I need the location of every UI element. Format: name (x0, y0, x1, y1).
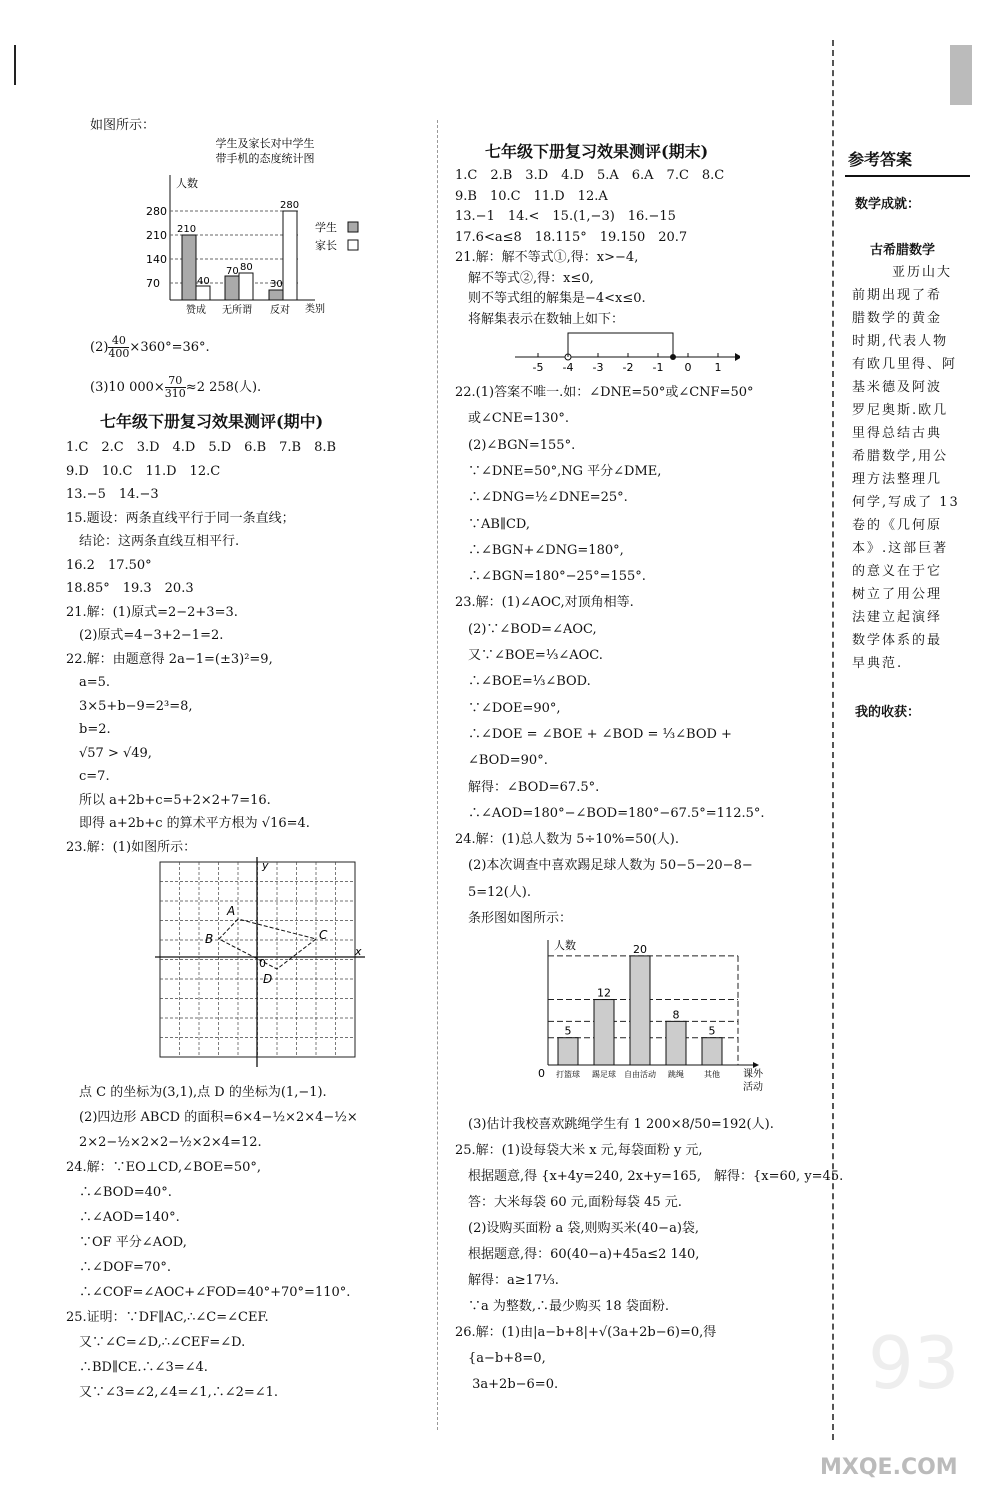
chart1-ytick: 140 (146, 253, 167, 266)
side-body-line: 时期,代表人物 (852, 334, 949, 349)
answer-line: 13.−5 14.−3 (66, 487, 159, 502)
side-sub: 古希腊数学 (870, 243, 936, 258)
answer-l3: (3)10 000× $\frac{70}{310}$ ≈2 258(人). (90, 374, 262, 401)
answer-line: 根据题意,得：60(40−a)+45a≤2 140, (455, 1247, 700, 1262)
bar-value: 80 (240, 262, 253, 273)
answer-line: 26.解：(1)由|a−b+8|+√(3a+2b−6)=0,得 (455, 1325, 717, 1340)
category-label: 其他 (704, 1070, 720, 1079)
bar-student-oppose (269, 290, 283, 300)
bar-value: 280 (280, 200, 300, 211)
bar-parent-neutral (239, 273, 253, 300)
left-margin-mark (14, 45, 16, 85)
answer-line: 则不等式组的解集是−4<x≤0. (455, 291, 646, 306)
answer-line: 答：大米每袋 60 元,面粉每袋 45 元. (455, 1195, 682, 1210)
answer-line: 条形图如图所示： (455, 911, 573, 926)
chart1-ytick: 210 (146, 229, 167, 242)
side-body-line: 希腊数学,用公 (852, 449, 949, 464)
answer-line: ∵a 为整数,∴最少购买 18 袋面粉. (455, 1299, 669, 1314)
bar-parent-agree (196, 286, 210, 300)
answer-line: 18.85° 19.3 20.3 (66, 581, 194, 596)
label-D: D (263, 972, 273, 986)
answer-line: ∴BD∥CE.∴∠3=∠4. (66, 1360, 208, 1375)
page-number: 93 (868, 1321, 960, 1405)
answer-line: b=2. (66, 722, 111, 737)
side-divider (832, 40, 834, 1440)
answer-line: 22.解：由题意得 2a−1=(±3)²=9, (66, 651, 273, 667)
answer-line: ∴∠BOE=⅓∠BOD. (455, 674, 591, 690)
bar-value: 40 (197, 276, 210, 287)
side-body-line: 里得总结古典 (852, 426, 943, 441)
answer-line: ∴∠BGN+∠DNG=180°, (455, 542, 624, 558)
final-title: 七年级下册复习效果测评(期末) (485, 142, 709, 161)
answer-line: ∴∠AOD=140°. (66, 1210, 180, 1225)
side-body-line: 数学体系的最 (852, 633, 943, 648)
chart1-xlabel: 类别 (305, 304, 325, 315)
chart2-xlabel: 活动 (743, 1082, 763, 1093)
answer-line: 1.C 2.B 3.D 4.D 5.A 6.A 7.C 8.C (455, 168, 725, 183)
answer-line: 17.6<a≤8 18.115° 19.150 20.7 (455, 229, 688, 245)
coordinate-grid-figure (155, 857, 365, 1067)
answer-line: 解不等式②,得：x≤0, (455, 270, 594, 286)
answer-line: ∴∠BGN=180°−25°=155°. (455, 569, 646, 585)
answer-line: 根据题意,得 {x+4y=240, 2x+y=165, 解得：{x=60, y=45. (455, 1169, 844, 1184)
side-header-rule (845, 175, 970, 177)
answer-line: (2)本次调查中喜欢踢足球人数为 50−5−20−8− (455, 858, 753, 874)
side-header: 参考答案 (848, 150, 913, 169)
answer-line: 又∵∠BOE=⅓∠AOC. (455, 648, 603, 663)
answer-line: 又∵∠3=∠2,∠4=∠1,∴∠2=∠1. (66, 1385, 279, 1400)
numline-label: -5 (532, 361, 544, 374)
side-body-line: 理方法整理几 (852, 472, 943, 487)
side-section: 数学成就： (855, 197, 921, 212)
answer-line: 解得：∠BOD=67.5°. (455, 779, 600, 795)
chart1-title-line2: 带手机的态度统计图 (215, 152, 315, 165)
answer-line: (2)设购买面粉 a 袋,则购买米(40−a)袋, (455, 1221, 700, 1236)
answer-line: 15.题设：两条直线平行于同一条直线； (66, 510, 295, 526)
legend-parent-label: 家长 (315, 239, 337, 252)
chart1-category: 赞成 (186, 305, 206, 315)
numline-label: -4 (562, 361, 574, 374)
answer-line: 21.解：(1)原式=2−2+3=3. (66, 604, 238, 620)
side-body-line: 卷的《几何原 (852, 518, 943, 533)
answer-line: √57 > √49, (66, 745, 152, 761)
label-O: 0 (259, 957, 266, 970)
answer-line: 21.解：解不等式①,得：x>−4, (455, 250, 639, 265)
answer-line: (2)原式=4−3+2−1=2. (66, 628, 224, 643)
answer-line: 24.解：∵EO⊥CD,∠BOE=50°, (66, 1160, 261, 1175)
bar (666, 1021, 686, 1065)
bar-value: 30 (270, 279, 283, 290)
x-arrow (753, 1062, 759, 1068)
legend-student-label: 学生 (315, 221, 337, 234)
chart1-ytick: 280 (146, 205, 167, 218)
numline-label: 0 (684, 361, 692, 374)
side-body-line: 何学,写成了 13 (852, 495, 960, 510)
bar (630, 956, 650, 1065)
bar-value: 210 (177, 224, 197, 235)
answer-line: ∴∠COF=∠AOC+∠FOD=40°+70°=110°. (66, 1285, 351, 1300)
legend-student-swatch (348, 222, 358, 232)
chart1-ylabel: 人数 (176, 177, 198, 190)
side-body-line: 腊数学的黄金 (852, 311, 943, 326)
bar-value-label: 8 (672, 1008, 680, 1022)
side-body-line: 早典范. (852, 656, 904, 671)
midterm-title: 七年级下册复习效果测评(期中) (100, 412, 324, 431)
category-label: 跳绳 (668, 1070, 684, 1079)
answer-line: {a−b+8=0, (455, 1351, 546, 1366)
label-C: C (319, 928, 328, 942)
answer-line: 解得：a≥17⅓. (455, 1273, 559, 1288)
answer-line: ∵OF 平分∠AOD, (66, 1235, 187, 1250)
chart2-origin: 0 (538, 1067, 545, 1080)
side-tab (950, 45, 972, 105)
chart2-ylabel: 人数 (554, 939, 576, 952)
answer-line: 23.解：(1)∠AOC,对顶角相等. (455, 595, 634, 611)
label-B: B (205, 932, 214, 946)
answer-line: 9.B 10.C 11.D 12.A (455, 188, 608, 204)
answer-line: ∴∠BOD=40°. (66, 1185, 172, 1200)
answer-line: 又∵∠C=∠D,∴∠CEF=∠D. (66, 1335, 246, 1350)
answer-line: 3a+2b−6=0. (455, 1377, 559, 1392)
answer-line: ∴∠DOE = ∠BOE + ∠BOD = ⅓∠BOD + (455, 726, 732, 742)
bar-value-label: 5 (708, 1024, 716, 1038)
answer-line: (2)∠BGN=155°. (455, 437, 576, 453)
answer-line: 13.−1 14.< 15.(1,−3) 16.−15 (455, 209, 676, 224)
answer-line: ∴∠DOF=70°. (66, 1260, 172, 1275)
answer-line: ∴∠DNG=½∠DNE=25°. (455, 490, 628, 506)
answer-line: 或∠CNE=130°. (455, 411, 570, 427)
answer-line: 2×2−½×2×2−½×2×4=12. (66, 1135, 262, 1150)
bar (558, 1038, 578, 1065)
answer-line: 24.解：(1)总人数为 5÷10%=50(人). (455, 832, 679, 848)
category-label: 自由活动 (624, 1070, 656, 1079)
answer-line: ∴∠AOD=180°−∠BOD=180°−67.5°=112.5°. (455, 805, 765, 821)
chart2-xlabel: 课外 (743, 1069, 763, 1080)
answer-line: 5=12(人). (455, 884, 531, 900)
side-gain: 我的收获： (855, 705, 921, 720)
answer-line: 25.解：(1)设每袋大米 x 元,每袋面粉 y 元, (455, 1143, 703, 1158)
answer-line: (3)估计我校喜欢跳绳学生有 1 200×8/50=192(人). (455, 1117, 774, 1132)
answer-line: ∠BOD=90°. (455, 753, 548, 769)
answer-line: c=7. (66, 769, 110, 784)
label-x: x (355, 945, 362, 958)
answer-line: 点 C 的坐标为(3,1),点 D 的坐标为(1,−1). (66, 1085, 327, 1100)
chart1-title-line1: 学生及家长对中学生 (215, 137, 315, 150)
bar-value-label: 12 (597, 986, 611, 1000)
category-label: 打篮球 (556, 1070, 580, 1079)
side-body-line: 本》.这部巨著 (852, 541, 949, 556)
answer-line: 结论：这两条直线互相平行. (66, 534, 240, 549)
bar-value-label: 20 (633, 942, 647, 956)
label-A: A (227, 904, 236, 918)
chart1-category: 反对 (270, 305, 290, 315)
label-y: y (262, 859, 269, 872)
bar-value: 70 (226, 266, 239, 277)
numline-label: -3 (592, 361, 604, 374)
answer-line: 9.D 10.C 11.D 12.C (66, 463, 221, 479)
answer-line: (2)∵∠BOD=∠AOC, (455, 621, 597, 637)
bar-value-label: 5 (564, 1024, 572, 1038)
answer-line: 1.C 2.C 3.D 4.D 5.D 6.B 7.B 8.B (66, 440, 337, 455)
answer-line: 23.解：(1)如图所示： (66, 839, 197, 855)
bar-parent-oppose (283, 211, 297, 300)
side-body-line: 法建立起演绎 (852, 610, 943, 625)
chart1-ytick: 70 (146, 277, 160, 290)
bar-student-agree (182, 235, 196, 300)
side-body-line: 树立了用公理 (852, 587, 943, 602)
numline-label: -1 (652, 361, 664, 374)
answer-line: ∵AB∥CD, (455, 516, 530, 532)
answer-line: 即得 a+2b+c 的算术平方根为 √16=4. (66, 816, 310, 831)
watermark: MXQE.COM (820, 1455, 958, 1480)
side-body-line: 罗尼奥斯.欧几 (852, 403, 949, 418)
category-label: 踢足球 (592, 1070, 616, 1079)
answer-line: a=5. (66, 675, 111, 690)
quadrilateral-abcd (219, 919, 316, 969)
numline-label: 1 (714, 361, 722, 374)
attitude-bar-chart (120, 135, 370, 315)
answer-line: 22.(1)答案不唯一.如：∠DNE=50°或∠CNF=50° (455, 385, 754, 400)
number-line (510, 325, 740, 375)
answer-line: 3×5+b−9=2³=8, (66, 698, 193, 714)
answer-l2: (2) $\frac{40}{400}$ ×360°=36°. (90, 334, 210, 361)
answer-line: ∵∠DOE=90°, (455, 700, 561, 716)
answer-line: 16.2 17.50° (66, 557, 152, 573)
intro-text: 如图所示： (90, 118, 156, 133)
answer-line: 所以 a+2b+c=5+2×2+7=16. (66, 792, 271, 808)
numline-label: -2 (622, 361, 634, 374)
bar (594, 1000, 614, 1065)
chart1-category: 无所谓 (222, 305, 252, 315)
answer-line: ∵∠DNE=50°,NG 平分∠DME, (455, 463, 662, 479)
answer-line: 将解集表示在数轴上如下： (455, 311, 625, 327)
column-divider (437, 120, 438, 1430)
activity-bar-chart (530, 935, 780, 1110)
legend-parent-swatch (348, 240, 358, 250)
side-body-line: 的意义在于它 (852, 564, 943, 579)
answer-line: 25.证明：∵DF∥AC,∴∠C=∠CEF. (66, 1310, 269, 1325)
bar (702, 1038, 722, 1065)
side-body-line: 有欧几里得、阿 (852, 357, 958, 372)
side-body-line: 基米德及阿波 (852, 380, 943, 395)
answer-line: (2)四边形 ABCD 的面积=6×4−½×2×4−½× (66, 1110, 358, 1125)
side-body-line: 前期出现了希 (852, 288, 943, 303)
side-body-line: 亚历山大 (892, 265, 953, 280)
bar-student-neutral (225, 276, 239, 300)
